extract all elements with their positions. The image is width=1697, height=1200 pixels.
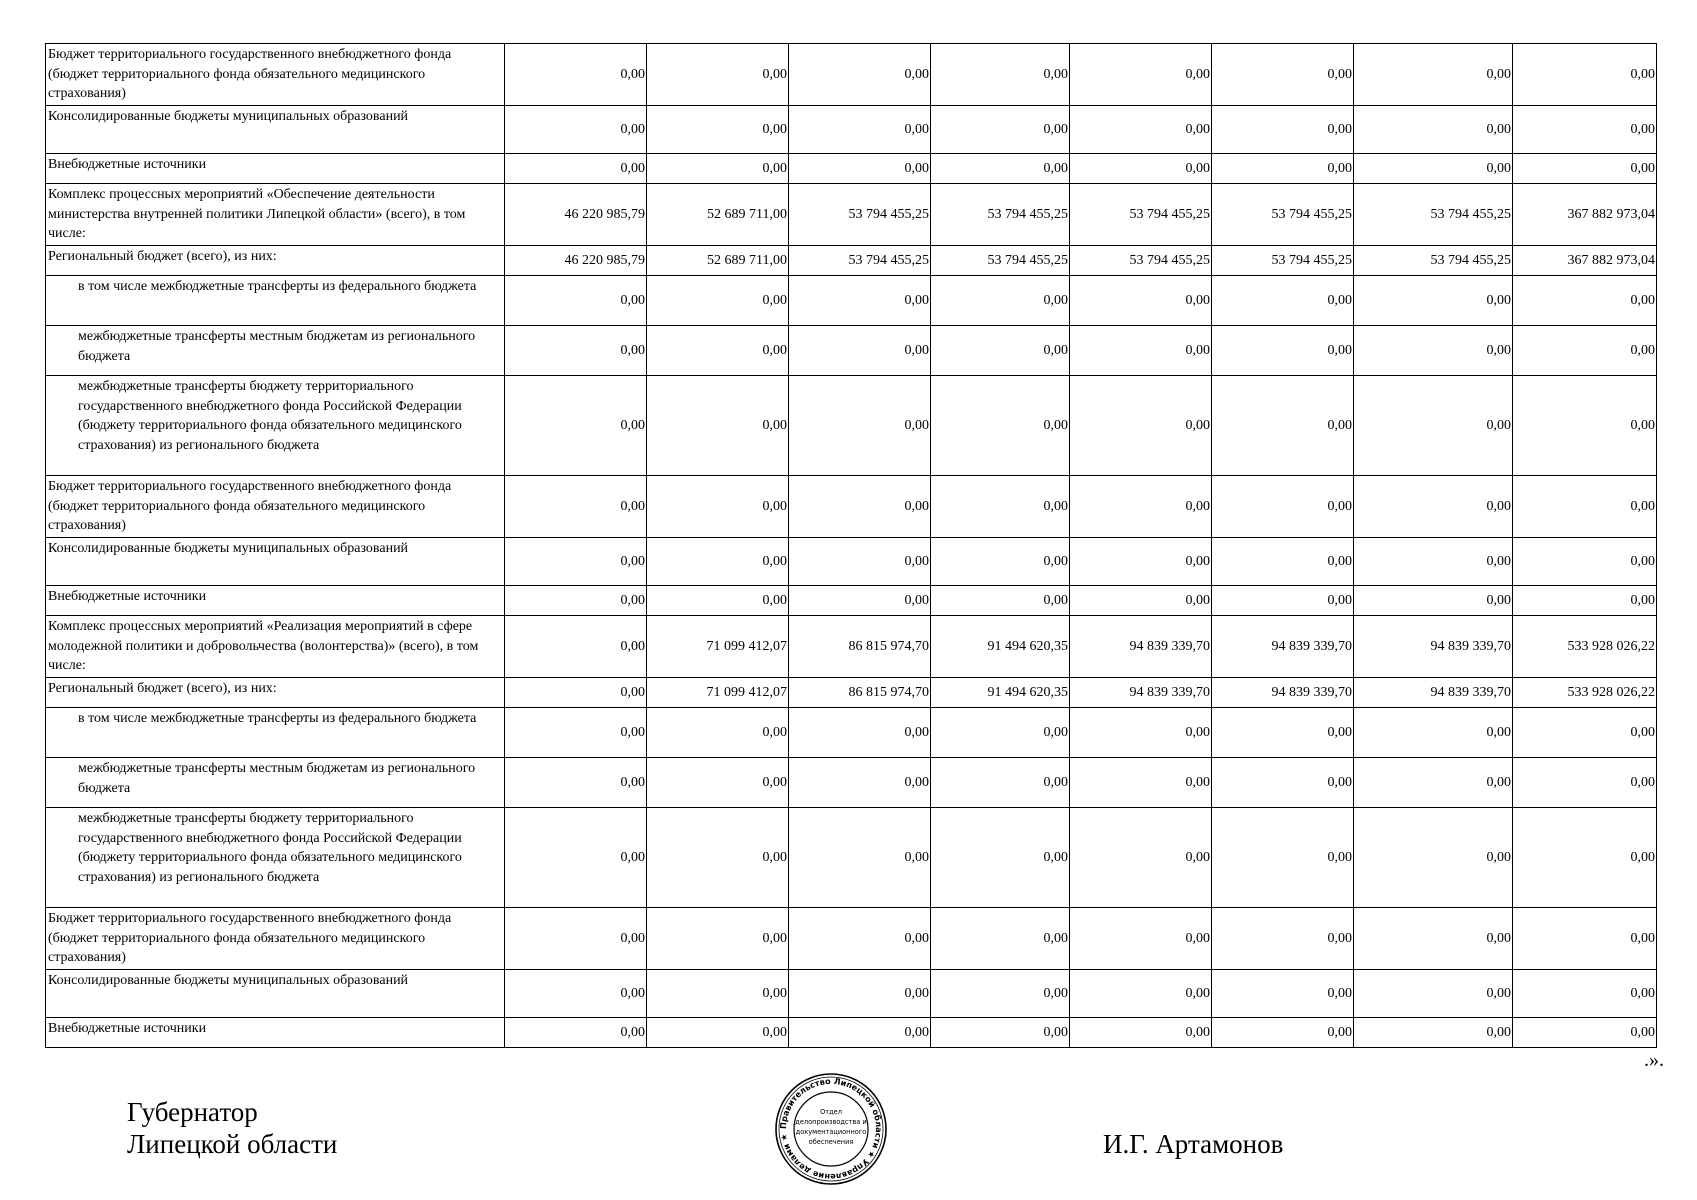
value-cell: 94 839 339,70 [1354,678,1513,708]
value-cell: 0,00 [1354,44,1513,106]
value-cell: 0,00 [1070,154,1212,184]
value-cell: 0,00 [647,476,789,538]
table-row [46,276,1657,326]
value-cell: 0,00 [931,758,1070,808]
value-cell: 0,00 [505,616,647,678]
value-cell: 94 839 339,70 [1070,678,1212,708]
value-cell: 0,00 [931,326,1070,376]
row-label: Внебюджетные источники [46,586,505,616]
stamp-inner-line: делопроизводства и [795,1118,867,1126]
value-cell: 0,00 [1513,538,1657,586]
value-cell: 367 882 973,04 [1513,246,1657,276]
value-cell: 0,00 [505,708,647,758]
value-cell: 0,00 [1513,808,1657,908]
value-cell: 0,00 [505,326,647,376]
value-cell: 0,00 [1513,586,1657,616]
value-cell: 0,00 [1212,44,1354,106]
table-row [46,678,1657,708]
value-cell: 0,00 [1354,970,1513,1018]
value-cell: 0,00 [647,708,789,758]
row-label: Консолидированные бюджеты муниципальных образований [46,538,505,586]
value-cell: 0,00 [1354,758,1513,808]
value-cell: 0,00 [505,970,647,1018]
value-cell: 0,00 [647,538,789,586]
table-row [46,538,1657,586]
value-cell: 0,00 [789,808,931,908]
value-cell: 0,00 [647,808,789,908]
value-cell: 0,00 [1354,326,1513,376]
value-cell: 0,00 [1212,808,1354,908]
value-cell: 0,00 [1513,326,1657,376]
value-cell: 0,00 [931,1018,1070,1048]
value-cell: 0,00 [1070,376,1212,476]
value-cell: 46 220 985,79 [505,246,647,276]
value-cell: 0,00 [789,276,931,326]
value-cell: 0,00 [1070,758,1212,808]
stamp-inner-line: обеспечения [808,1138,854,1146]
value-cell: 53 794 455,25 [1070,246,1212,276]
value-cell: 0,00 [789,538,931,586]
value-cell: 0,00 [789,106,931,154]
value-cell: 53 794 455,25 [789,246,931,276]
value-cell: 0,00 [647,106,789,154]
value-cell: 0,00 [1354,708,1513,758]
value-cell: 0,00 [1513,106,1657,154]
table-row [46,246,1657,276]
closing-mark: .». [1644,1049,1664,1071]
value-cell: 0,00 [1354,376,1513,476]
value-cell: 0,00 [931,538,1070,586]
value-cell: 0,00 [1212,538,1354,586]
value-cell: 0,00 [1212,586,1354,616]
value-cell: 0,00 [789,376,931,476]
value-cell: 0,00 [1212,154,1354,184]
value-cell: 0,00 [1070,708,1212,758]
table-row [46,616,1657,678]
value-cell: 0,00 [1513,44,1657,106]
row-label: межбюджетные трансферты бюджету территориального государственного внебюджетного фонда Российской Федерации (бюджету территориального фонда обязательного медицинского страхования) из регионального бюджета [46,808,505,908]
value-cell: 0,00 [1070,808,1212,908]
value-cell: 0,00 [931,808,1070,908]
value-cell: 0,00 [505,586,647,616]
stamp-inner-line: Отдел [820,1108,842,1116]
value-cell: 91 494 620,35 [931,616,1070,678]
value-cell: 53 794 455,25 [1354,246,1513,276]
stamp-inner-line: документационного [795,1128,867,1136]
row-label: межбюджетные трансферты местным бюджетам из регионального бюджета [46,326,505,376]
row-label: Комплекс процессных мероприятий «Обеспечение деятельности министерства внутренней политики Липецкой области» (всего), в том числе: [46,184,505,246]
value-cell: 0,00 [1513,708,1657,758]
value-cell: 71 099 412,07 [647,616,789,678]
value-cell: 53 794 455,25 [931,184,1070,246]
row-label: Консолидированные бюджеты муниципальных образований [46,106,505,154]
value-cell: 94 839 339,70 [1070,616,1212,678]
value-cell: 0,00 [1212,476,1354,538]
value-cell: 0,00 [931,970,1070,1018]
value-cell: 0,00 [789,586,931,616]
value-cell: 0,00 [1513,758,1657,808]
value-cell: 0,00 [1070,538,1212,586]
table-row [46,326,1657,376]
value-cell: 0,00 [1513,970,1657,1018]
value-cell: 0,00 [1513,476,1657,538]
value-cell: 0,00 [931,106,1070,154]
value-cell: 53 794 455,25 [1070,184,1212,246]
value-cell: 53 794 455,25 [1212,246,1354,276]
value-cell: 0,00 [1070,106,1212,154]
value-cell: 0,00 [1212,758,1354,808]
value-cell: 0,00 [1212,708,1354,758]
table-row [46,184,1657,246]
value-cell: 0,00 [931,44,1070,106]
value-cell: 0,00 [1354,1018,1513,1048]
value-cell: 0,00 [931,476,1070,538]
row-label: Внебюджетные источники [46,1018,505,1048]
value-cell: 0,00 [789,154,931,184]
value-cell: 0,00 [1513,276,1657,326]
value-cell: 0,00 [931,276,1070,326]
value-cell: 0,00 [789,476,931,538]
signatory-title [127,1096,337,1160]
value-cell: 0,00 [1354,586,1513,616]
table-row [46,476,1657,538]
value-cell: 0,00 [931,376,1070,476]
row-label: Консолидированные бюджеты муниципальных образований [46,970,505,1018]
value-cell: 0,00 [1354,106,1513,154]
signatory-title-line2: Липецкой области [127,1129,338,1159]
row-label: Внебюджетные источники [46,154,505,184]
value-cell: 0,00 [1354,154,1513,184]
value-cell: 53 794 455,25 [789,184,931,246]
row-label: Региональный бюджет (всего), из них: [46,678,505,708]
value-cell: 0,00 [647,326,789,376]
value-cell: 71 099 412,07 [647,678,789,708]
value-cell: 0,00 [505,538,647,586]
value-cell: 0,00 [1354,276,1513,326]
value-cell: 0,00 [789,326,931,376]
value-cell: 0,00 [931,708,1070,758]
value-cell: 0,00 [647,154,789,184]
value-cell: 0,00 [1212,1018,1354,1048]
value-cell: 52 689 711,00 [647,246,789,276]
value-cell: 46 220 985,79 [505,184,647,246]
value-cell: 0,00 [505,44,647,106]
row-label: Бюджет территориального государственного внебюджетного фонда (бюджет территориального фонда обязательного медицинского страхования) [46,44,505,106]
table-row [46,758,1657,808]
value-cell: 52 689 711,00 [647,184,789,246]
value-cell: 0,00 [931,154,1070,184]
table-row [46,154,1657,184]
value-cell: 0,00 [647,1018,789,1048]
value-cell: 0,00 [1513,1018,1657,1048]
value-cell: 0,00 [505,106,647,154]
row-label: межбюджетные трансферты местным бюджетам из регионального бюджета [46,758,505,808]
row-label: Региональный бюджет (всего), из них: [46,246,505,276]
value-cell: 0,00 [931,586,1070,616]
value-cell: 0,00 [1070,326,1212,376]
value-cell: 0,00 [647,276,789,326]
value-cell: 0,00 [789,758,931,808]
value-cell: 0,00 [505,758,647,808]
value-cell: 94 839 339,70 [1212,616,1354,678]
value-cell: 0,00 [647,44,789,106]
signatory-title-line1: Губернатор [127,1097,258,1127]
value-cell: 0,00 [505,476,647,538]
table-row [46,808,1657,908]
table-row [46,44,1657,106]
value-cell: 0,00 [789,708,931,758]
value-cell: 0,00 [1354,538,1513,586]
signatory-name: И.Г. Артамонов [1103,1129,1284,1159]
value-cell: 0,00 [1212,376,1354,476]
value-cell: 0,00 [505,276,647,326]
table-row [46,106,1657,154]
value-cell: 0,00 [647,908,789,970]
table-row [46,708,1657,758]
value-cell: 0,00 [505,678,647,708]
value-cell: 86 815 974,70 [789,616,931,678]
table-row [46,1018,1657,1048]
value-cell: 0,00 [1070,44,1212,106]
value-cell: 367 882 973,04 [1513,184,1657,246]
value-cell: 0,00 [647,758,789,808]
value-cell: 0,00 [505,908,647,970]
value-cell: 0,00 [1513,908,1657,970]
row-label: межбюджетные трансферты бюджету территориального государственного внебюджетного фонда Российской Федерации (бюджету территориального фонда обязательного медицинского страхования) из регионального бюджета [46,376,505,476]
value-cell: 0,00 [647,970,789,1018]
table-row [46,586,1657,616]
value-cell: 53 794 455,25 [1212,184,1354,246]
value-cell: 91 494 620,35 [931,678,1070,708]
value-cell: 0,00 [1070,586,1212,616]
value-cell: 0,00 [1070,476,1212,538]
value-cell: 0,00 [1354,476,1513,538]
value-cell: 0,00 [1354,808,1513,908]
value-cell: 0,00 [1212,908,1354,970]
official-stamp [774,1072,888,1186]
stamp-outer-text: Правительство Липецкой области ★ Управление делами ★ [777,1075,885,1183]
value-cell: 0,00 [647,376,789,476]
value-cell: 0,00 [505,1018,647,1048]
value-cell: 0,00 [1212,106,1354,154]
value-cell: 0,00 [1070,970,1212,1018]
value-cell: 533 928 026,22 [1513,616,1657,678]
value-cell: 53 794 455,25 [1354,184,1513,246]
value-cell: 0,00 [1513,154,1657,184]
value-cell: 0,00 [1513,376,1657,476]
budget-table [45,43,1657,1048]
value-cell: 94 839 339,70 [1212,678,1354,708]
value-cell: 0,00 [789,1018,931,1048]
value-cell: 0,00 [1212,276,1354,326]
value-cell: 0,00 [505,808,647,908]
value-cell: 0,00 [789,44,931,106]
table-row [46,970,1657,1018]
value-cell: 0,00 [789,908,931,970]
row-label: в том числе межбюджетные трансферты из федерального бюджета [46,276,505,326]
table-row [46,376,1657,476]
value-cell: 0,00 [789,970,931,1018]
value-cell: 86 815 974,70 [789,678,931,708]
value-cell: 53 794 455,25 [931,246,1070,276]
value-cell: 94 839 339,70 [1354,616,1513,678]
value-cell: 0,00 [647,586,789,616]
value-cell: 0,00 [1212,326,1354,376]
table-row [46,908,1657,970]
row-label: Бюджет территориального государственного внебюджетного фонда (бюджет территориального фонда обязательного медицинского страхования) [46,908,505,970]
value-cell: 0,00 [1070,1018,1212,1048]
row-label: в том числе межбюджетные трансферты из федерального бюджета [46,708,505,758]
value-cell: 0,00 [505,154,647,184]
value-cell: 0,00 [931,908,1070,970]
row-label: Бюджет территориального государственного внебюджетного фонда (бюджет территориального фонда обязательного медицинского страхования) [46,476,505,538]
value-cell: 533 928 026,22 [1513,678,1657,708]
row-label: Комплекс процессных мероприятий «Реализация мероприятий в сфере молодежной политики и добровольчества (волонтерства)» (всего), в том числе: [46,616,505,678]
value-cell: 0,00 [1070,908,1212,970]
value-cell: 0,00 [1212,970,1354,1018]
value-cell: 0,00 [1070,276,1212,326]
value-cell: 0,00 [1354,908,1513,970]
value-cell: 0,00 [505,376,647,476]
